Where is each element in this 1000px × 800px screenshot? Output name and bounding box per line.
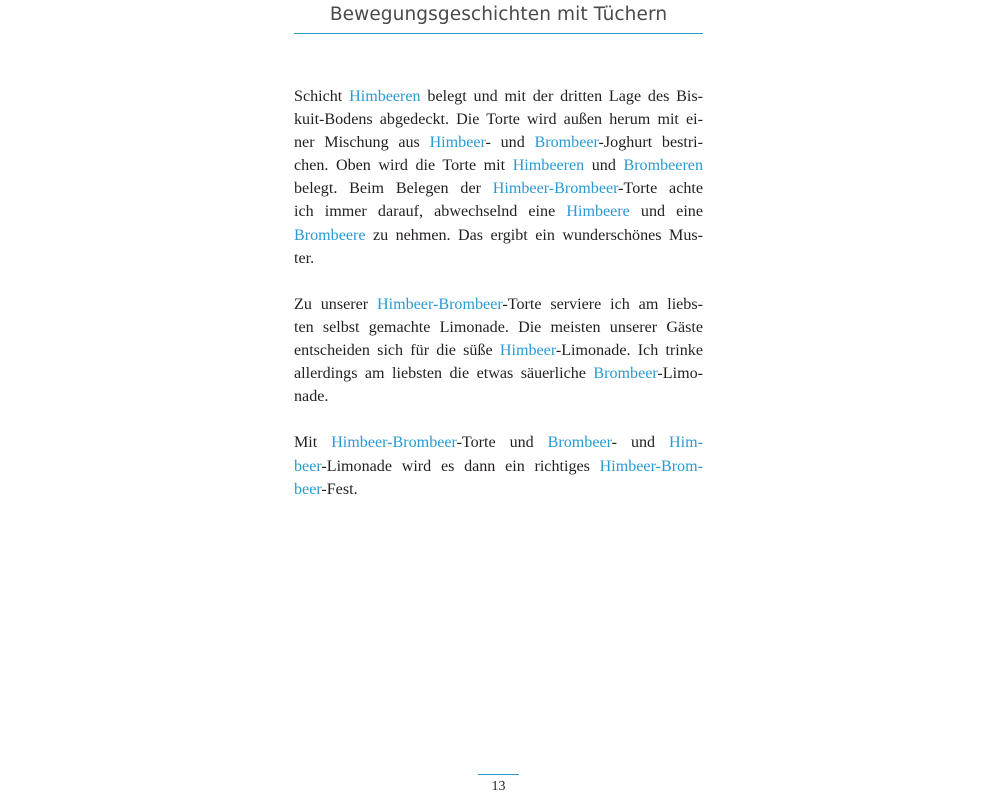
text-line: [294, 339, 703, 362]
text-segment: nade.: [294, 388, 329, 406]
text-segment: belegt und mit der dritten Lage des Bis-: [420, 88, 704, 105]
text-line: [294, 247, 703, 270]
text-segment: belegt. Beim Belegen der: [294, 180, 493, 198]
text-segment: ten selbst gemachte Limonade. Die meisten unserer Gäste: [294, 318, 703, 336]
text-line: [294, 385, 703, 408]
highlighted-word: Brombeer: [534, 134, 599, 152]
text-line: [294, 200, 703, 223]
text-segment: entscheiden sich für die süße: [294, 342, 500, 360]
highlighted-word: Brombeer: [547, 434, 612, 452]
text-segment: -Torte serviere ich am liebs-: [502, 295, 703, 313]
text-segment: -Torte und: [456, 434, 548, 452]
text-line: [294, 316, 703, 339]
text-segment: kuit-Bodens abgedeckt. Die Torte wird außen herum mit ei-: [294, 111, 703, 129]
text-segment: und eine: [629, 203, 703, 221]
highlighted-word: Himbeeren: [349, 88, 421, 105]
highlighted-word: Him-: [669, 434, 704, 452]
text-segment: - und: [611, 434, 670, 452]
text-segment: ich immer darauf, abwechselnd eine: [294, 203, 567, 221]
text-line: [294, 131, 703, 154]
text-segment: ter.: [294, 249, 315, 267]
text-segment: -Torte achte: [618, 180, 703, 198]
text-segment: chen. Oben wird die Torte mit: [294, 157, 513, 175]
highlighted-word: Himbeeren: [512, 157, 585, 175]
highlighted-word: Himbeer: [499, 342, 556, 360]
highlighted-word: Himbeer-Brombeer: [331, 434, 457, 452]
text-line: [294, 431, 703, 454]
page-number-rule: [478, 774, 519, 775]
highlighted-word: beer: [294, 457, 322, 475]
paragraph-gap: [294, 270, 703, 293]
highlighted-word: beer: [294, 480, 322, 498]
text-segment: -Fest.: [321, 480, 358, 498]
body-text: [294, 85, 703, 501]
highlighted-word: Brombeere: [294, 226, 366, 244]
highlighted-word: Himbeer-Brombeer: [492, 180, 619, 198]
paragraph: [294, 293, 703, 408]
text-segment: und: [584, 157, 624, 175]
text-line: [294, 224, 703, 247]
page-number: 13: [491, 779, 506, 794]
text-line: [294, 108, 703, 131]
text-segment: -Limonade wird es dann ein richtiges: [321, 457, 600, 475]
text-segment: ner Mischung aus: [294, 134, 430, 152]
text-line: [294, 478, 703, 501]
highlighted-word: Himbeere: [566, 203, 630, 221]
text-segment: - und: [485, 134, 535, 152]
highlighted-word: Himbeer-Brombeer: [377, 295, 503, 313]
text-segment: allerdings am liebsten die etwas säuerliche: [294, 365, 594, 383]
paragraph: [294, 85, 703, 270]
text-line: [294, 177, 703, 200]
text-segment: Zu unserer: [294, 295, 377, 313]
text-line: [294, 154, 703, 177]
text-segment: -Limonade. Ich trinke: [555, 342, 703, 360]
text-line: [294, 362, 703, 385]
paragraph: [294, 431, 703, 500]
highlighted-word: Himbeer-Brom-: [599, 457, 703, 475]
text-segment: Mit: [294, 434, 332, 452]
text-segment: Schicht: [294, 88, 350, 105]
page-header-title: Bewegungsgeschichten mit Tüchern: [329, 4, 668, 25]
highlighted-word: Brombeeren: [623, 157, 703, 175]
highlighted-word: Brombeer: [593, 365, 658, 383]
highlighted-word: Himbeer: [429, 134, 486, 152]
text-line: [294, 85, 703, 108]
header-rule: [294, 33, 703, 34]
text-segment: zu nehmen. Das ergibt ein wunderschönes Mus-: [365, 226, 703, 244]
text-line: [294, 293, 703, 316]
text-segment: -Joghurt bestri-: [598, 134, 704, 152]
text-line: [294, 455, 703, 478]
text-segment: -Limo-: [657, 365, 703, 383]
paragraph-gap: [294, 408, 703, 431]
